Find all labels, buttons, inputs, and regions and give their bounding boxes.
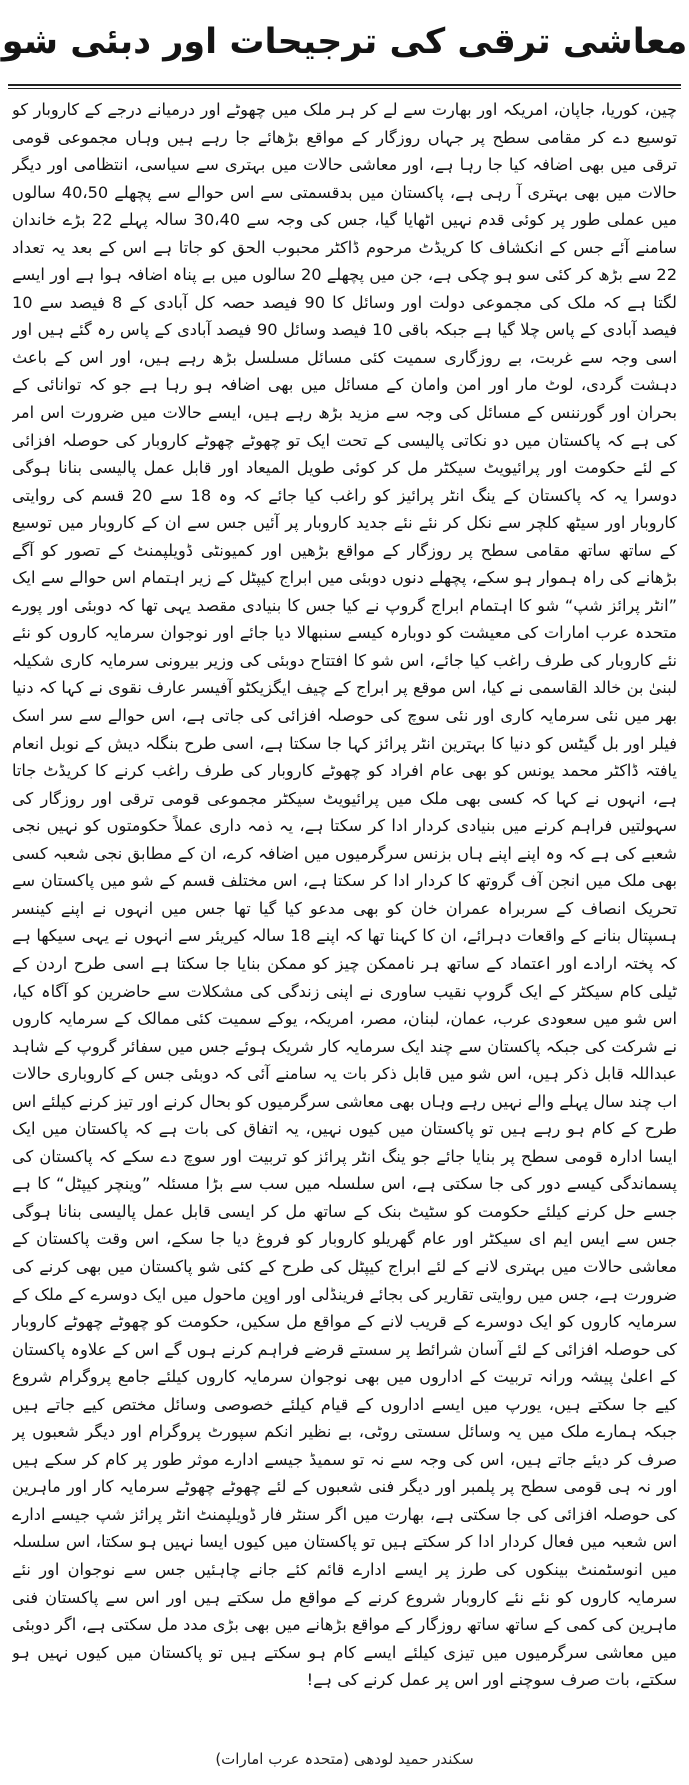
article-paragraph: چین، کوریا، جاپان، امریکہ اور بھارت سے لے کر ہر ملک میں چھوٹے اور درمیانے درجے کے کاروبار کو توسیع دے کر مقامی سطح پر جہاں روزگار کے مواقع بڑھائے جا رہے ہیں وہاں مجموعی قومی ترقی میں بھی اضافہ کیا جا رہا ہے، اور معاشی حالات میں بہتری سے سیاسی، انتظامی اور دیگر حالات میں بھی بہتری آ رہی ہے، پاکستان میں بدقسمتی سے اس حوالے سے پچھلے 40،50 سالوں میں عملی طور پر کوئی قدم نہیں اٹھایا گیا، جس کی وجہ سے 30،40 سالہ پہلے 22 بڑے خاندان سامنے آئے جس کے انکشاف کا کریڈٹ مرحوم ڈاکٹر محبوب الحق کو جاتا ہے اس کے بعد یہ تعداد 22 سے بڑھ کر کئی سو ہو چکی ہے، جن میں پچھلے 20 سالوں میں بے پناہ اضافہ ہوا ہے اور ایسے لگتا ہے کہ ملک کی مجموعی دولت اور وسائل کا 90 فیصد حصہ کل آبادی کے 8 فیصد سے 10 فیصد آبادی کے پاس چلا گیا ہے جبکہ باقی 10 فیصد وسائل 90 فیصد آبادی کے پاس رہ گئے ہیں اور اسی وجہ سے غربت، بے روزگاری سمیت کئی مسائل مسلسل بڑھ رہے ہیں، اور اس کے باعث دہشت گردی، لوٹ مار اور امن وامان کے مسائل میں بھی اضافہ ہو رہا ہے جو کہ توانائی کے بحران اور گورننس کے مسائل کی وجہ سے مزید بڑھ رہے ہیں، ایسے حالات میں ضرورت اس امر کی ہے کہ پاکستان میں دو نکاتی پالیسی کے تحت ایک تو چھوٹے چھوٹے کاروبار کی حوصلہ افزائی کے لئے حکومت اور پرائیویٹ سیکٹر مل کر کوئی طویل المیعاد اور قابل عمل پالیسی بنانا ہوگی دوسرا یہ کہ پاکستان کے ینگ انٹر پرائیز کو راغب کیا جائے کہ وہ 18 سے 20 قسم کی روایتی کاروبار اور سیٹھ کلچر سے نکل کر نئے نئے جدید کاروبار پر آئیں جس سے ان کے کاروبار میں توسیع کے ساتھ ساتھ مقامی سطح پر روزگار کے مواقع بڑھیں اور کمیونٹی ڈویلپمنٹ کے تصور کو آگے بڑھانے کی راہ ہموار ہو سکے، پچھلے دنوں دوبئی میں ابراج کیپٹل کے زیر اہتمام اس حوالے سے ایک ”انٹر پرائز شپ“ شو کا اہتمام ابراج گروپ نے کیا جس کا بنیادی مقصد یہی تھا کہ دوبئی اور پورے متحدہ عرب امارات کی معیشت کو دوبارہ کیسے سنبھالا دیا جائے اور نوجوان سرمایہ کاروں کو نئے نئے کاروبار کی طرف راغب کیا جائے، اس شو کا افتتاح دوبئی کی وزیر بیرونی سرمایہ کاری شکیلہ لبنیٰ بن خالد القاسمی نے کیا، اس موقع پر ابراج کے چیف ایگزیکٹو آفیسر عارف نقوی نے کہا کہ دنیا بھر میں نئی سرمایہ کاری اور نئی سوچ کی حوصلہ افزائی کی جاتی ہے، اس حوالے سے سر اسک فیلر اور بل گیٹس کو دنیا کا بہترین انٹر پرائز کہا جا سکتا ہے، اسی طرح بنگلہ دیش کے نوبل انعام یافتہ ڈاکٹر محمد یونس کو بھی عام افراد کو چھوٹے کاروبار کی طرف راغب کرنے کا کریڈٹ جاتا ہے، انہوں نے کہا کہ کسی بھی ملک میں پرائیویٹ سیکٹر مجموعی قومی ترقی اور روزگار کی سہولتیں فراہم کرنے میں بنیادی کردار ادا کر سکتا ہے، یہ ذمہ داری عملاً حکومتوں کو نہیں نجی شعبے کی ہے کہ وہ اپنے اپنے ہاں بزنس سرگرمیوں میں اضافہ کرے، ان کے مطابق نجی شعبہ کسی بھی ملک میں انجن آف گروتھ کا کردار ادا کر سکتا ہے، اس مختلف قسم کے شو میں پاکستان سے تحریک انصاف کے سربراہ عمران خان کو بھی مدعو کیا گیا تھا جس میں انہوں نے اپنے کینسر ہسپتال بنانے کے واقعات دہرائے، ان کا کہنا تھا کہ اپنے 18 سالہ کیریئر سے انہوں نے یہی سیکھا ہے کہ پختہ ارادے اور اعتماد کے ساتھ ہر ناممکن چیز کو ممکن بنایا جا سکتا ہے اسی طرح اردن کے ٹیلی کام سیکٹر کے ایک گروپ نقیب ساوری نے اپنی زندگی کی مشکلات سے حاضرین کو آگاہ کیا، اس شو میں سعودی عرب، عمان، لبنان، مصر، امریکہ، یوکے سمیت کئی ممالک کے سرمایہ کاروں نے شرکت کی جبکہ پاکستان سے چند ایک سرمایہ کار شریک ہوئے جس میں سفائر گروپ کے شاہد عبداللہ قابل ذکر ہیں، اس شو میں قابل ذکر بات یہ سامنے آئی کہ دوبئی جس کے کاروباری حالات اب چند سال پہلے والے نہیں رہے وہاں بھی معاشی سرگرمیوں کو بحال کرنے اور تیز کرنے کیلئے اس طرح کے کام ہو رہے ہیں تو پاکستان میں کیوں نہیں، یہ اتفاق کی بات ہے کہ پاکستان میں ایک ایسا ادارہ قومی سطح پر بنایا جائے جو ینگ انٹر پرائز کو تربیت اور سوچ دے سکے کہ پاکستان کی پسماندگی کیسے دور کی جا سکتی ہے، اس سلسلہ میں سب سے بڑا مسئلہ ”وینچر کیپٹل“ کا ہے جسے حل کرنے کیلئے حکومت کو سٹیٹ بنک کے ساتھ مل کر ایسی قابل عمل پالیسی بنانا ہوگی جس سے ایس ایم ای سیکٹر اور عام گھریلو کاروبار کو فروغ دیا جا سکے، اس وقت پاکستان کے معاشی حالات میں بہتری لانے کے لئے ابراج کیپٹل کی طرح کے کئی شو پاکستان میں بھی کرنے کی ضرورت ہے، جس میں روایتی تقاریر کی بجائے فرینڈلی اور اوپن ماحول میں ایک دوسرے کے ملک کے سرمایہ کاروں کو ایک دوسرے کے قریب لانے کے مواقع مل سکیں، حکومت کو چھوٹے چھوٹے کاروبار کی حوصلہ افزائی کے لئے آسان شرائط پر سستے قرضے فراہم کرنے ہوں گے اس کے علاوہ پاکستان کے اعلیٰ پیشہ ورانہ تربیت کے اداروں میں بھی نوجوان سرمایہ کاروں کیلئے جامع پروگرام شروع کیے جا سکتے ہیں، یورپ میں ایسے اداروں کے قیام کیلئے خصوصی وسائل مختص کیے جاتے ہیں جبکہ ہمارے ملک میں یہ وسائل سستی روٹی، بے نظیر انکم سپورٹ پروگرام اور دیگر شعبوں پر صرف کر دیئے جاتے ہیں، اس کی وجہ سے نہ تو سمیڈ جیسے ادارے موثر طور پر کام کر سکے ہیں اور نہ ہی قومی سطح پر پلمبر اور دیگر فنی شعبوں کے لئے چھوٹے چھوٹے سرمایہ کار اور ماہرین کی حوصلہ افزائی کی جا سکتی ہے، بھارت میں اگر سنٹر فار ڈویلپمنٹ انٹر پرائز شپ جیسے ادارے اس شعبہ میں فعال کردار ادا کر سکتے ہیں تو پاکستان میں کیوں ایسا نہیں ہو سکتا، اس سلسلہ میں انوسٹمنٹ بینکوں کی طرز پر ایسے ادارے قائم کئے جانے چاہئیں جس سے نوجوان اور نئے سرمایہ کاروں کو نئے نئے کاروبار شروع کرنے کے مواقع مل سکتے ہیں اور اس سے پاکستان فنی ماہرین کی کمی کے ساتھ ساتھ روزگار کے مواقع بڑھانے میں بھی بڑی مدد مل سکتی ہے، اگر دوبئی میں معاشی سرگرمیوں میں تیزی کیلئے ایسے کام ہو سکتے ہیں تو پاکستان میں کیوں نہیں ہو سکتے، بات صرف سوچنے اور اس پر عمل کرنے کی ہے! (12, 100, 677, 1690)
headline-divider-thin (8, 88, 681, 89)
article-body (12, 96, 677, 1726)
headline: معاشی ترقی کی ترجیحات اور دبئی شو (1, 22, 688, 62)
headline-divider (8, 84, 681, 86)
author-byline: سکندر حمید لودھی (متحدہ عرب امارات) (215, 1750, 474, 1768)
